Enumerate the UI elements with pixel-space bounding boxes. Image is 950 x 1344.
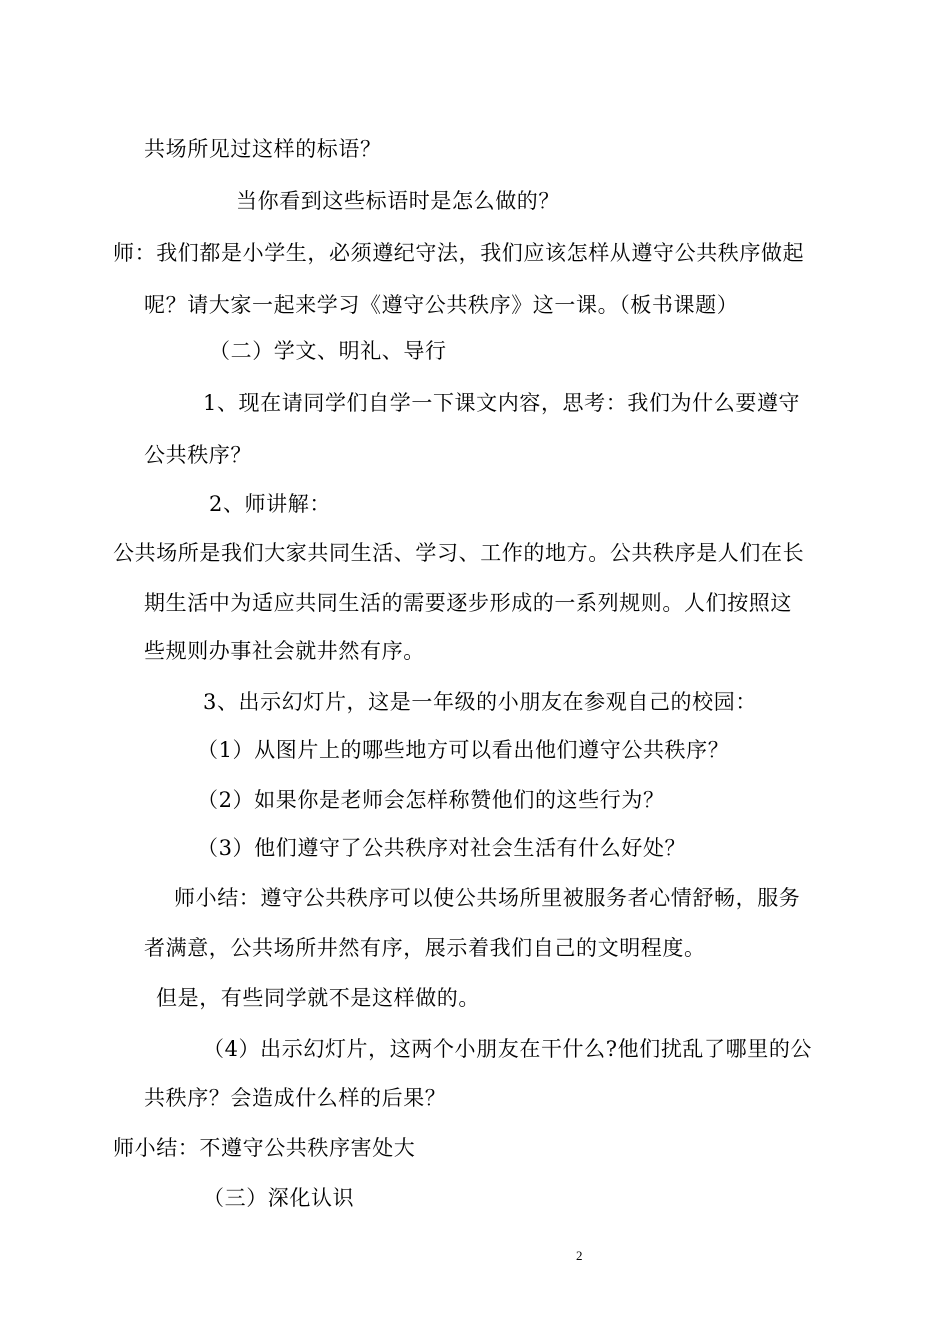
text-line-9: 公共场所是我们大家共同生活、学习、工作的地方。公共秩序是人们在长 — [113, 541, 805, 565]
question-2: （2）如果你是老师会怎样称赞他们的这些行为？ — [197, 788, 665, 812]
question-1: （1）从图片上的哪些地方可以看出他们遵守公共秩序？ — [197, 738, 730, 762]
text-line-2: 当你看到这些标语时是怎么做的？ — [236, 189, 560, 213]
page-number: 2 — [576, 1248, 583, 1263]
text-line-7: 公共秩序？ — [144, 443, 252, 467]
section-heading-2: （二）学文、明礼、导行 — [209, 339, 447, 363]
section-heading-3: （三）深化认识 — [203, 1186, 355, 1210]
text-line-18: 但是，有些同学就不是这样做的。 — [156, 986, 480, 1010]
text-line-4: 呢？请大家一起来学习《遵守公共秩序》这一课。（板书课题） — [144, 293, 739, 317]
text-line-17: 者满意，公共场所井然有序，展示着我们自己的文明程度。 — [144, 936, 706, 960]
text-line-6: 1、现在请同学们自学一下课文内容，思考：我们为什么要遵守 — [203, 391, 801, 415]
text-line-10: 期生活中为适应共同生活的需要逐步形成的一系列规则。人们按照这 — [144, 591, 792, 615]
text-line-11: 些规则办事社会就井然有序。 — [144, 639, 425, 663]
text-line-12: 3、出示幻灯片，这是一年级的小朋友在参观自己的校园： — [203, 690, 757, 714]
text-line-3: 师：我们都是小学生，必须遵纪守法，我们应该怎样从遵守公共秩序做起 — [113, 241, 805, 265]
text-line-20: 共秩序？会造成什么样的后果？ — [144, 1086, 447, 1110]
question-3: （3）他们遵守了公共秩序对社会生活有什么好处？ — [197, 836, 687, 860]
text-line-16: 师小结：遵守公共秩序可以使公共场所里被服务者心情舒畅，服务 — [174, 886, 801, 910]
text-line-8: 2、师讲解： — [209, 492, 331, 516]
text-line-1: 共场所见过这样的标语？ — [144, 137, 382, 161]
text-line-21: 师小结：不遵守公共秩序害处大 — [113, 1136, 416, 1160]
question-4: （4）出示幻灯片，这两个小朋友在干什么?他们扰乱了哪里的公 — [203, 1037, 813, 1061]
